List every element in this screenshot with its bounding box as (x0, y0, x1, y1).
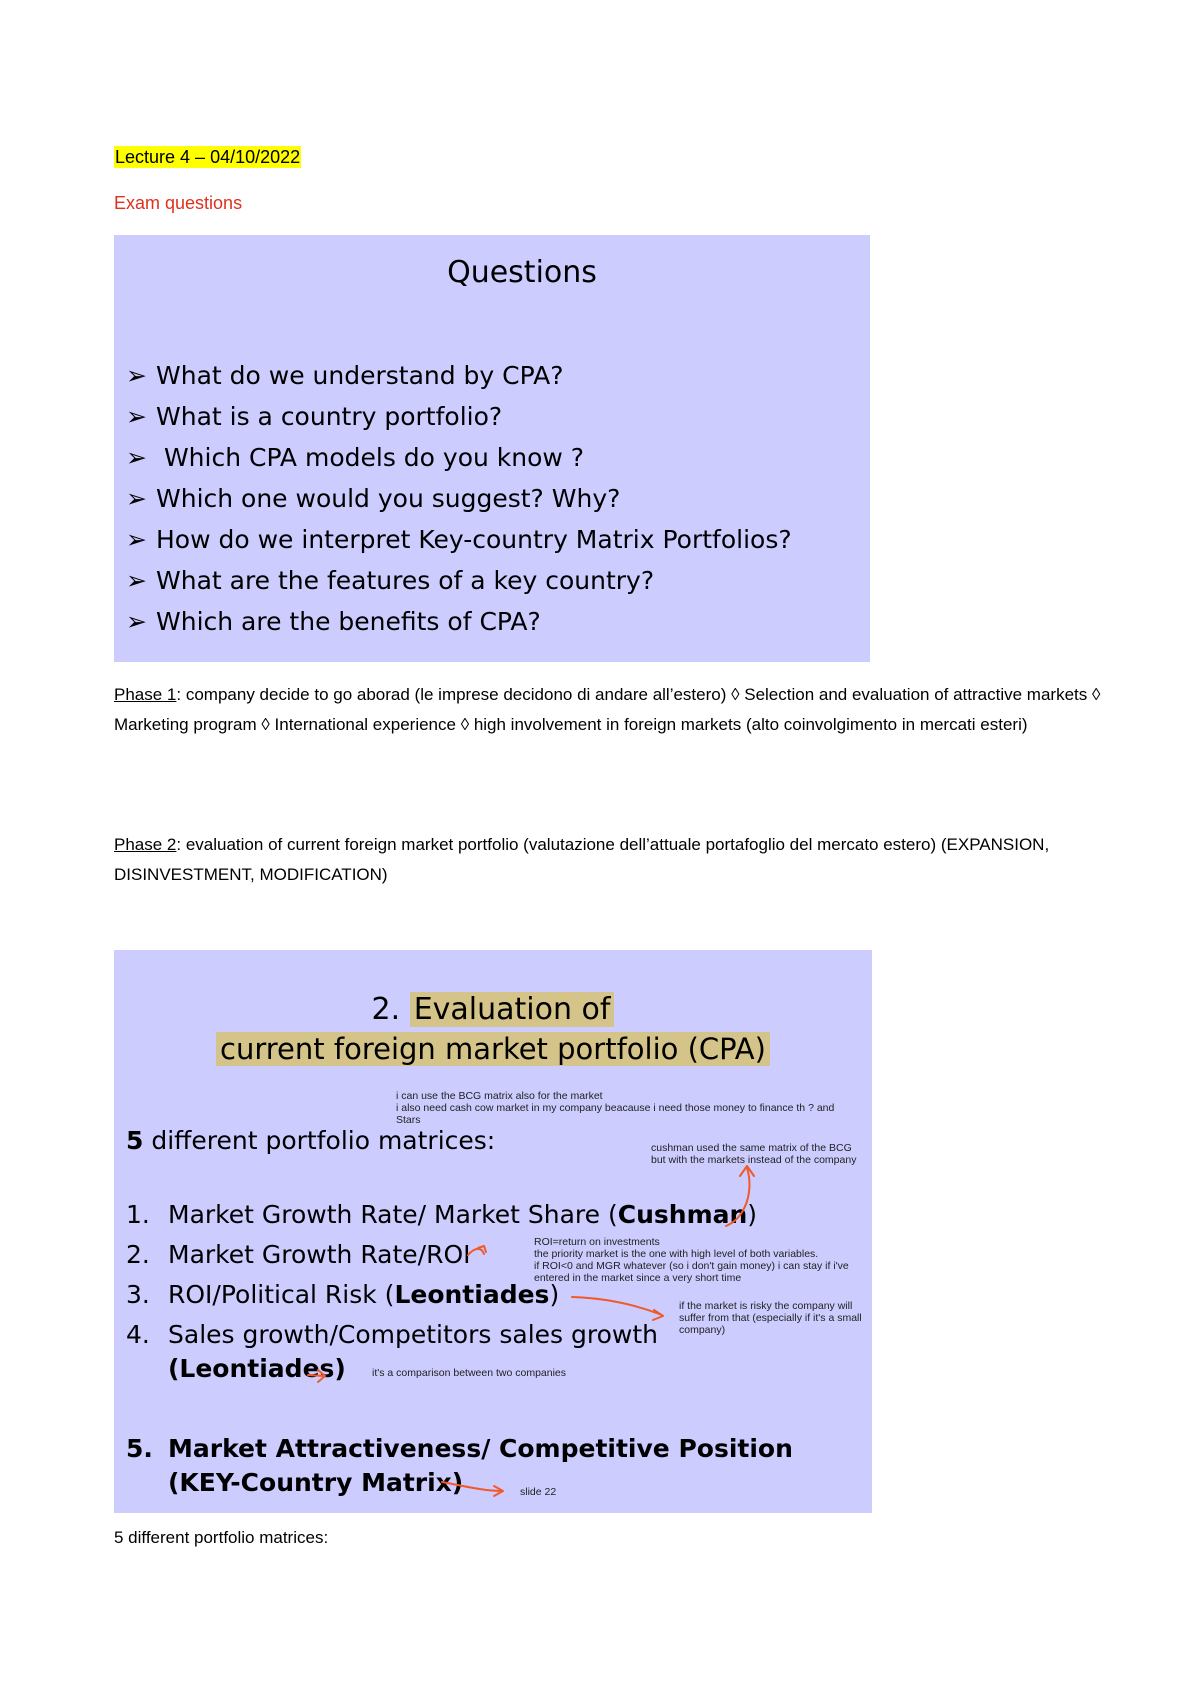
list-item: ➢ Which are the benefits of CPA? (126, 604, 792, 645)
matrix-item-5-line2: (KEY-Country Matrix) (168, 1468, 464, 1497)
phase1-paragraph (114, 680, 1104, 740)
arrow-roi-icon (468, 1246, 486, 1255)
phase1-label: Phase 1 (114, 685, 177, 704)
list-item: ➢ What are the features of a key country? (126, 563, 792, 604)
slide-title-line1: 2. Evaluation of (114, 992, 872, 1027)
matrices-heading: 5 different portfolio matrices: (126, 1126, 496, 1155)
matrices-footer-text: 5 different portfolio matrices: (114, 1528, 329, 1547)
list-item: ➢ Which one would you suggest? Why? (126, 481, 792, 522)
phase2-label: Phase 2 (114, 835, 177, 854)
list-item: ➢ Which CPA models do you know ? (126, 440, 792, 481)
exam-questions-heading: Exam questions (114, 193, 243, 213)
list-item: ➢ What do we understand by CPA? (126, 358, 792, 399)
bcg-annotation: i can use the BCG matrix also for the market i also need cash cow market in my company beacause i need those money to finance th ? and Stars (396, 1090, 835, 1126)
list-item: ➢ How do we interpret Key-country Matrix Portfolios? (126, 522, 792, 563)
phase2-paragraph (114, 830, 1104, 890)
matrix-item-5: 5. Market Attractiveness/ Competitive Position (126, 1434, 793, 1463)
arrow-bullet-icon: ➢ (126, 402, 147, 431)
matrix-item-3: 3. ROI/Political Risk (Leontiades) (126, 1280, 560, 1309)
matrix-item-4: 4. Sales growth/Competitors sales growth (126, 1320, 658, 1349)
arrow-bullet-icon: ➢ (126, 484, 147, 513)
matrix-item-4-line2: (Leontiades) (168, 1354, 346, 1383)
list-item: ➢ What is a country portfolio? (126, 399, 792, 440)
arrow-bullet-icon: ➢ (126, 566, 147, 595)
arrow-bullet-icon: ➢ (126, 361, 147, 390)
slide-title: Questions (447, 255, 597, 290)
matrix-item-2: 2. Market Growth Rate/ROI (126, 1240, 471, 1269)
comparison-annotation: it's a comparison between two companies (372, 1367, 567, 1379)
cpa-slide (114, 950, 872, 1513)
slide-title-line2: current foreign market portfolio (CPA) (114, 1032, 872, 1066)
phase1-text: : company decide to go aborad (le imprese decidono di andare all’estero) ◊ Selection and evaluation of attractive markets ◊ Marketing program ◊ International experience ◊ high involvement in foreign markets (alto coinvolgimento in mercati esteri) (114, 685, 1101, 734)
lecture-title: Lecture 4 – 04/10/2022 (115, 147, 301, 167)
arrow-risk-icon (572, 1297, 663, 1320)
risk-annotation: if the market is risky the company will suffer from that (especially if it's a small company) (679, 1300, 862, 1336)
matrix-item-1: 1. Market Growth Rate/ Market Share (Cushman) (126, 1200, 758, 1229)
questions-slide (114, 235, 870, 662)
arrow-bullet-icon: ➢ (126, 443, 147, 472)
arrow-bullet-icon: ➢ (126, 525, 147, 554)
cushman-annotation: cushman used the same matrix of the BCG but with the markets instead of the company (651, 1142, 857, 1166)
slide-ref-annotation: slide 22 (520, 1486, 557, 1498)
phase2-text: : evaluation of current foreign market portfolio (valutazione dell’attuale portafoglio del mercato estero) (EXPANSION, DISINVESTMENT, MODIFICATION) (114, 835, 1050, 884)
arrow-bullet-icon: ➢ (126, 607, 147, 636)
questions-list (126, 358, 792, 645)
roi-annotation: ROI=return on investments the priority market is the one with high level of both variables. if ROI<0 and MGR whatever (so i don't gain money) i can stay if i've entered in the market since a very short time (534, 1236, 849, 1284)
